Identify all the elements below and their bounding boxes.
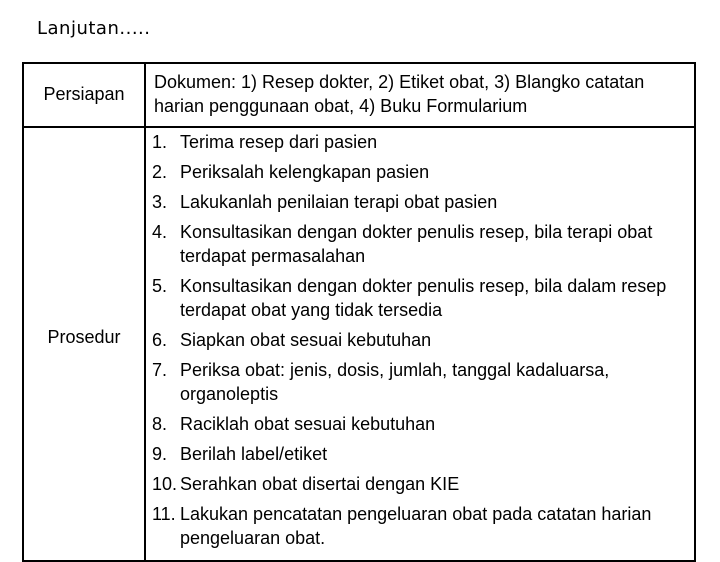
step-text: Lakukan pencatatan pengeluaran obat pada catatan harian pengeluaran obat.	[180, 504, 652, 548]
step-number: 10.	[152, 474, 178, 494]
list-item	[152, 358, 692, 406]
step-number: 9.	[152, 444, 168, 464]
list-item	[152, 328, 692, 352]
list-item	[152, 472, 692, 496]
step-text: Raciklah obat sesuai kebutuhan	[180, 414, 436, 434]
step-number: 3.	[152, 192, 168, 212]
list-item	[152, 130, 692, 154]
column-divider	[144, 64, 146, 560]
step-text: Konsultasikan dengan dokter penulis resep, bila terapi obat terdapat permasalahan	[180, 222, 653, 266]
step-number: 2.	[152, 162, 168, 182]
step-number: 11.	[152, 504, 176, 524]
step-number: 4.	[152, 222, 168, 242]
row-divider	[24, 126, 694, 128]
procedure-table	[22, 62, 696, 562]
step-text: Terima resep dari pasien	[180, 132, 378, 152]
step-text: Konsultasikan dengan dokter penulis resep, bila dalam resep terdapat obat yang tidak tersedia	[180, 276, 667, 320]
step-text: Siapkan obat sesuai kebutuhan	[180, 330, 432, 350]
page-title: Lanjutan.....	[37, 18, 151, 39]
list-item	[152, 274, 692, 322]
row-label-persiapan: Persiapan	[43, 84, 125, 104]
step-text: Lakukanlah penilaian terapi obat pasien	[180, 192, 498, 212]
step-number: 6.	[152, 330, 168, 350]
list-item	[152, 160, 692, 184]
step-text: Periksa obat: jenis, dosis, jumlah, tanggal kadaluarsa, organoleptis	[180, 360, 610, 404]
step-text: Serahkan obat disertai dengan KIE	[180, 474, 460, 494]
list-item	[152, 412, 692, 436]
list-item	[152, 190, 692, 214]
list-item	[152, 220, 692, 268]
list-item	[152, 442, 692, 466]
step-text: Berilah label/etiket	[180, 444, 328, 464]
row-label-prosedur: Prosedur	[47, 327, 121, 347]
step-number: 5.	[152, 276, 168, 296]
step-number: 7.	[152, 360, 168, 380]
persiapan-content: Dokumen: 1) Resep dokter, 2) Etiket obat, 3) Blangko catatan harian penggunaan obat, 4) Buku Formularium	[154, 72, 645, 116]
step-text: Periksalah kelengkapan pasien	[180, 162, 430, 182]
list-item	[152, 502, 692, 550]
step-number: 8.	[152, 414, 168, 434]
step-number: 1.	[152, 132, 168, 152]
